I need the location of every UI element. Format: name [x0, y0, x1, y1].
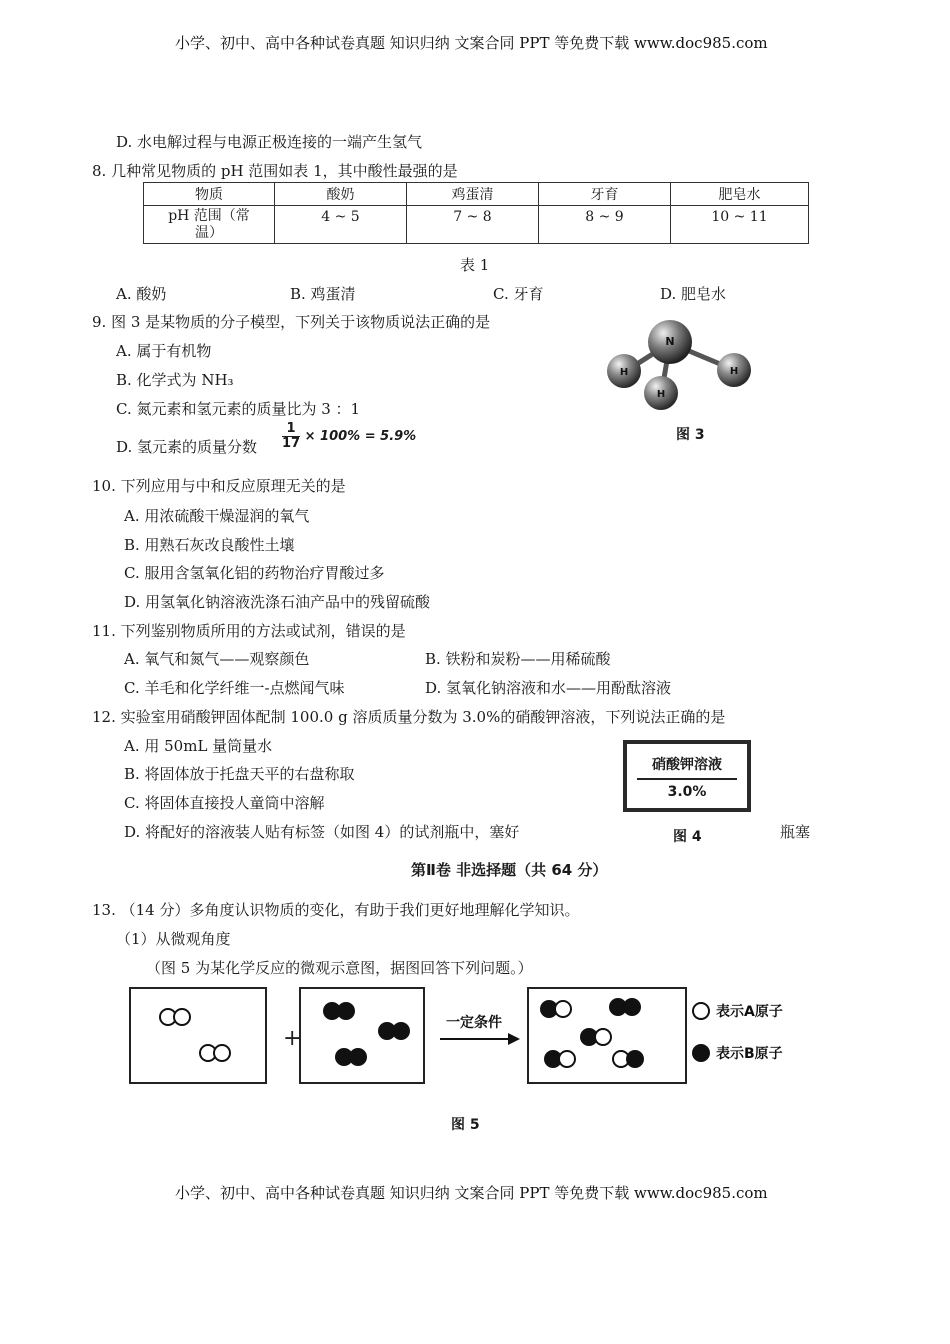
- table-caption: 表 1: [460, 256, 490, 274]
- atom-b: [392, 1022, 410, 1040]
- q13-sub1: （1）从微观角度: [116, 930, 231, 948]
- ph-table-header: 牙育: [539, 183, 671, 206]
- q8-stem: 8. 几种常见物质的 pH 范围如表 1，其中酸性最强的是: [92, 162, 458, 180]
- atom-b: [349, 1048, 367, 1066]
- atom-a: [559, 1051, 575, 1067]
- q10-option-c: C. 服用含氢氧化铝的药物治疗胃酸过多: [124, 564, 385, 582]
- ph-table-cell: 8 ~ 9: [539, 206, 671, 244]
- legend-b-text: 表示B原子: [716, 1046, 783, 1062]
- q13-note: （图 5 为某化学反应的微观示意图，据图回答下列问题。）: [146, 959, 533, 977]
- atom-a: [174, 1009, 190, 1025]
- atom-label-h: H: [656, 389, 666, 400]
- reaction-diagram: [128, 985, 828, 1095]
- q12-option-c: C. 将固体直接投人童筒中溶解: [124, 794, 325, 812]
- ph-table-header: 肥皂水: [671, 183, 809, 206]
- q12-option-b: B. 将固体放于托盘天平的右盘称取: [124, 765, 355, 783]
- ph-row-label-line2: 温）: [195, 224, 223, 241]
- reaction-arrow-head: [508, 1033, 520, 1045]
- hydrogen-fraction-formula: [282, 422, 416, 451]
- section-2-title: 第Ⅱ卷 非选择题（共 64 分）: [411, 861, 608, 879]
- atom-b: [623, 998, 641, 1016]
- molecule-ab: [580, 1028, 611, 1046]
- q8-option-c: C. 牙育: [493, 285, 544, 303]
- ph-row-label-line1: pH 范围（常: [168, 207, 250, 224]
- q8-option-a: A. 酸奶: [116, 285, 167, 303]
- molecule-b2: [378, 1022, 410, 1040]
- atom-a: [595, 1029, 611, 1045]
- q9-option-d: D. 氢元素的质量分数: [116, 438, 258, 456]
- atom-label-n: N: [665, 335, 675, 348]
- q11-stem: 11. 下列鉴别物质所用的方法或试剂，错误的是: [92, 622, 406, 640]
- label-divider: [637, 778, 737, 780]
- molecule-a2: [160, 1009, 190, 1025]
- molecule-a2: [200, 1045, 230, 1061]
- molecule-ab: [540, 1000, 571, 1018]
- ph-table-cell: 10 ~ 11: [671, 206, 809, 244]
- molecule-b2: [323, 1002, 355, 1020]
- legend-a-symbol: [693, 1003, 709, 1019]
- q10-option-d: D. 用氢氧化钠溶液洗涤石油产品中的残留硫酸: [124, 593, 431, 611]
- molecule-b2: [609, 998, 641, 1016]
- ph-table: [143, 182, 809, 244]
- formula-rest: × 100% = 5.9%: [304, 429, 417, 444]
- atom-a: [555, 1001, 571, 1017]
- plus-sign: +: [283, 1026, 302, 1051]
- atom-label-h: H: [729, 366, 739, 377]
- molecule-ab: [544, 1050, 575, 1068]
- atom-b: [337, 1002, 355, 1020]
- solution-label-figure: [623, 740, 751, 812]
- molecule-ab: [613, 1050, 644, 1068]
- ph-table-cell: 7 ~ 8: [407, 206, 539, 244]
- ph-table-header: 鸡蛋清: [407, 183, 539, 206]
- q10-option-b: B. 用熟石灰改良酸性土壤: [124, 536, 295, 554]
- q11-option-a: A. 氧气和氮气——观察颜色: [124, 650, 310, 668]
- atom-label-h: H: [619, 367, 629, 378]
- q9-stem: 9. 图 3 是某物质的分子模型，下列关于该物质说法正确的是: [92, 313, 491, 331]
- solution-label-name: 硝酸钾溶液: [652, 757, 722, 773]
- q11-option-b: B. 铁粉和炭粉——用稀硫酸: [425, 650, 611, 668]
- formula-denominator: 17: [282, 436, 301, 451]
- ph-table-header-row: [144, 183, 809, 206]
- figure-4-caption: 图 4: [673, 829, 702, 845]
- atom-a: [214, 1045, 230, 1061]
- reactant-box-a: [130, 988, 266, 1083]
- ph-table-header: 物质: [144, 183, 275, 206]
- ph-table-header: 酸奶: [275, 183, 407, 206]
- q12-option-d-tail: 瓶塞: [780, 823, 811, 841]
- q9-option-b: B. 化学式为 NH₃: [116, 371, 234, 389]
- ph-table-row: [144, 206, 809, 244]
- q11-option-c: C. 羊毛和化学纤维一-点燃闻气味: [124, 679, 345, 697]
- q10-option-a: A. 用浓硫酸干燥湿润的氧气: [124, 507, 310, 525]
- solution-label-value: 3.0%: [667, 784, 707, 800]
- legend-a-text: 表示A原子: [716, 1004, 783, 1020]
- formula-numerator: 1: [282, 422, 300, 437]
- q13-stem: 13. （14 分）多角度认识物质的变化，有助于我们更好地理解化学知识。: [92, 901, 580, 919]
- reaction-condition: 一定条件: [446, 1015, 502, 1031]
- q7-option-d: D. 水电解过程与电源正极连接的一端产生氢气: [116, 133, 423, 151]
- q9-option-c: C. 氮元素和氢元素的质量比为 3 ：1: [116, 400, 361, 418]
- molecule-b2: [335, 1048, 367, 1066]
- q10-stem: 10. 下列应用与中和反应原理无关的是: [92, 477, 346, 495]
- formula-fraction: [282, 422, 300, 451]
- page-header: 小学、初中、高中各种试卷真题 知识归纳 文案合同 PPT 等免费下载 www.doc985.com: [175, 34, 768, 52]
- q8-option-d: D. 肥皂水: [660, 285, 727, 303]
- q12-option-a: A. 用 50mL 量筒量水: [124, 737, 273, 755]
- q11-option-d: D. 氢氧化钠溶液和水——用酚酞溶液: [425, 679, 672, 697]
- ph-table-cell: 4 ~ 5: [275, 206, 407, 244]
- q12-stem: 12. 实验室用硝酸钾固体配制 100.0 g 溶质质量分数为 3.0%的硝酸钾溶液，下列说法正确的是: [92, 708, 726, 726]
- q12-option-d: D. 将配好的溶液装人贴有标签（如图 4）的试剂瓶中，塞好: [124, 823, 520, 841]
- figure-5-caption: 图 5: [451, 1117, 480, 1133]
- q8-option-b: B. 鸡蛋清: [290, 285, 356, 303]
- atom-b: [626, 1050, 644, 1068]
- legend-b-symbol: [692, 1044, 710, 1062]
- ph-table-row-label: [144, 206, 275, 244]
- q9-option-a: A. 属于有机物: [116, 342, 212, 360]
- page-footer: 小学、初中、高中各种试卷真题 知识归纳 文案合同 PPT 等免费下载 www.doc985.com: [175, 1184, 768, 1202]
- figure-3-caption: 图 3: [676, 427, 705, 443]
